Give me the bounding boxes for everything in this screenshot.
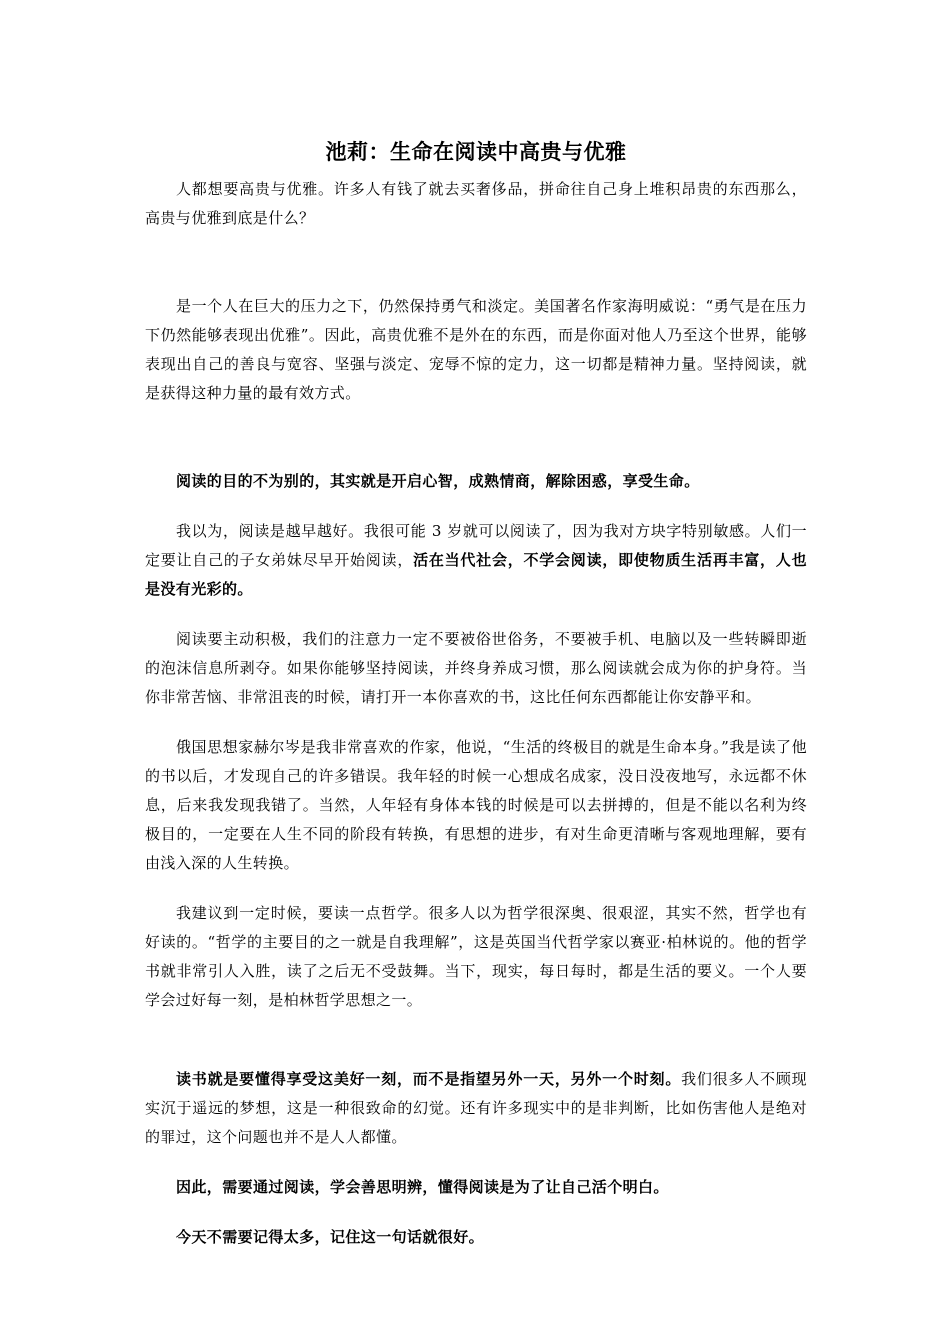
paragraph-2: 是一个人在巨大的压力之下，仍然保持勇气和淡定。美国著名作家海明威说：“勇气是在压力下仍然能够表现出优雅”。因此，高贵优雅不是外在的东西，而是你面对他人乃至这个世界，能够表现出自己的善良与宽容、坚强与淡定、宠辱不惊的定力，这一切都是精神力量。坚持阅读，就是获得这种力量的最有效方式。 bbox=[145, 297, 807, 402]
paragraph-9: 因此，需要通过阅读，学会善思明辨，懂得阅读是为了让自己活个明白。 bbox=[176, 1178, 669, 1196]
paragraph-5: 阅读要主动积极，我们的注意力一定不要被俗世俗务，不要被手机、电脑以及一些转瞬即逝的泡沫信息所剥夺。如果你能够坚持阅读，并终身养成习惯，那么阅读就会成为你的护身符。当你非常苦恼、非常沮丧的时候，请打开一本你喜欢的书，这比任何东西都能让你安静平和。 bbox=[145, 630, 807, 706]
paragraph-8-text: 我们很多人不顾现实沉于遥远的梦想，这是一种很致命的幻觉。还有许多现实中的是非判断，比如伤害他人是绝对的罪过，这个问题也并不是人人都懂。 bbox=[145, 1070, 808, 1146]
article-title: 池莉：生命在阅读中高贵与优雅 bbox=[325, 140, 627, 164]
paragraph-7: 我建议到一定时候，要读一点哲学。很多人以为哲学很深奥、很艰涩，其实不然，哲学也有好读的。“哲学的主要目的之一就是自我理解”，这是英国当代哲学家以赛亚·柏林说的。他的哲学书就非常引人入胜，读了之后无不受鼓舞。当下，现实，每日每时，都是生活的要义。一个人要学会过好每一刻，是柏林哲学思想之一。 bbox=[145, 904, 807, 1009]
paragraph-1: 人都想要高贵与优雅。许多人有钱了就去买奢侈品，拼命往自己身上堆积昂贵的东西那么，高贵与优雅到底是什么？ bbox=[145, 180, 807, 227]
article-body bbox=[145, 137, 807, 1252]
paragraph-4 bbox=[145, 517, 807, 604]
paragraph-8 bbox=[145, 1065, 807, 1152]
paragraph-8-bold-text: 读书就是要懂得享受这美好一刻，而不是指望另外一天，另外一个时刻。 bbox=[176, 1070, 682, 1088]
paragraph-4-text: 我以为，阅读是越早越好。我很可能 3 岁就可以阅读了，因为我对方块字特别敏感。人们一定要让自己的子女弟妹尽早开始阅读， bbox=[145, 522, 807, 569]
paragraph-10: 今天不需要记得太多，记住这一句话就很好。 bbox=[176, 1228, 485, 1246]
paragraph-4-bold-text: 活在当代社会，不学会阅读，即使物质生活再丰富，人也是没有光彩的。 bbox=[145, 551, 807, 598]
paragraph-6: 俄国思想家赫尔岑是我非常喜欢的作家，他说，“生活的终极目的就是生命本身。”我是读了他的书以后，才发现自己的许多错误。我年轻的时候一心想成名成家，没日没夜地写，永远都不休息，后来我发现我错了。当然，人年轻有身体本钱的时候是可以去拼搏的，但是不能以名利为终极目的，一定要在人生不同的阶段有转换，有思想的进步，有对生命更清晰与客观地理解，要有由浅入深的人生转换。 bbox=[145, 738, 807, 872]
paragraph-3: 阅读的目的不为别的，其实就是开启心智，成熟情商，解除困惑，享受生命。 bbox=[176, 472, 700, 490]
